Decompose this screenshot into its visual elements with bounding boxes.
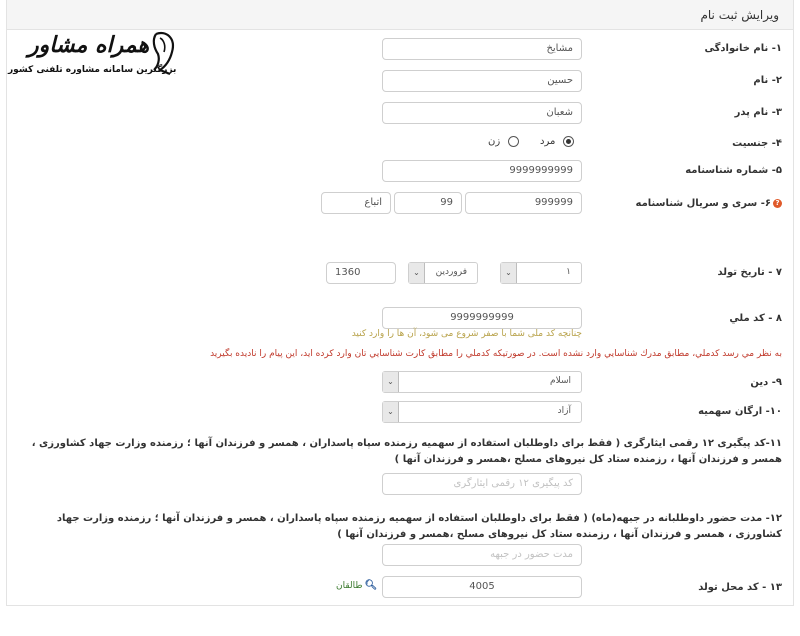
gender-male-option[interactable] (540, 136, 574, 147)
birthplace-code-input[interactable]: 4005 (382, 576, 582, 598)
birthplace-name[interactable]: طالقان (336, 580, 363, 591)
gender-male-radio[interactable] (563, 136, 574, 147)
chevron-down-icon[interactable]: ⌄ (501, 263, 517, 283)
father-name-label: ۳- نام پدر (734, 107, 782, 118)
tracking-code-input[interactable]: کد پیگیری ۱۲ رقمی ایثارگری (382, 473, 582, 495)
father-name-input[interactable]: شعبان (382, 102, 582, 124)
birth-day-select[interactable] (500, 262, 582, 284)
gender-female-radio[interactable] (508, 136, 519, 147)
national-code-warning: به نظر مي رسد كدملي، مطابق مدرك شناسايي وارد نشده است. در صورتيكه كدملي را مطابق كارت شناسايي تان وارد كرده ايد، اين پيام را ناديده بگيريد (210, 349, 782, 359)
id-number-input[interactable]: 9999999999 (382, 160, 582, 182)
front-duration-label: ۱۲- مدت حضور داوطلبانه در جبهه(ماه) ( فقط برای داوطلبان استفاده از سهمیه رزمنده سپاه پاسداران ، همسر و فرزندان آنها ؛ رزمنده وزارت جهاد کشاورزی ، همسر و فرزندان آنها ، رزمنده ستاد کل نیروهای مسلح ،همسر و فرزندان آنها ) (56, 513, 782, 540)
logo (8, 32, 183, 82)
birthplace-search-link[interactable] (336, 580, 377, 591)
national-code-label: ۸ - کد ملي (729, 313, 782, 324)
national-code-input[interactable]: 9999999999 (382, 307, 582, 329)
panel-header (7, 0, 793, 30)
gender-female-option[interactable] (488, 136, 519, 147)
birthplace-code-label: ۱۳ - کد محل تولد (698, 582, 782, 593)
gender-male-label: مرد (540, 136, 556, 147)
help-icon[interactable]: ? (773, 199, 782, 208)
birth-date-label: ۷ - تاریخ تولد (717, 267, 782, 278)
logo-tagline: بزرگترین سامانه مشاوره تلفنی کشور (8, 65, 177, 75)
gender-label: ۴- جنسیت (732, 138, 782, 149)
search-icon[interactable]: 🔍︎ (364, 580, 378, 591)
id-series-letter-input[interactable]: اتباع (321, 192, 391, 214)
id-serial-input[interactable]: 999999 (465, 192, 582, 214)
front-duration-input[interactable]: مدت حضور در جبهه (382, 544, 582, 566)
religion-value: اسلام (550, 376, 571, 386)
last-name-input[interactable]: مشایخ (382, 38, 582, 60)
chevron-down-icon[interactable]: ⌄ (383, 372, 399, 392)
chevron-down-icon[interactable]: ⌄ (409, 263, 425, 283)
id-series-number-input[interactable]: 99 (394, 192, 462, 214)
chevron-down-icon[interactable]: ⌄ (383, 402, 399, 422)
religion-label: ۹- دین (750, 377, 782, 388)
national-code-hint: چنانچه کد ملی شما با صفر شروع می شود، آن ها را وارد کنید (351, 329, 582, 339)
quota-org-value: آزاد (557, 406, 571, 416)
id-series-label: ?۶- سری و سریال شناسنامه (636, 198, 782, 209)
id-number-label: ۵- شماره شناسنامه (685, 165, 782, 176)
logo-title: همراه مشاور (28, 32, 150, 58)
birth-year-input[interactable]: 1360 (326, 262, 396, 284)
first-name-input[interactable]: حسین (382, 70, 582, 92)
last-name-label: ۱- نام خانوادگی (704, 43, 782, 54)
gender-female-label: زن (488, 136, 501, 147)
page-title: ویرایش ثبت نام (700, 8, 779, 22)
quota-org-label: ۱۰- ارگان سهمیه (698, 406, 782, 417)
religion-select[interactable] (382, 371, 582, 393)
birth-month-value: فروردین (435, 267, 467, 277)
birth-month-select[interactable] (408, 262, 478, 284)
first-name-label: ۲- نام (753, 75, 782, 86)
birth-day-value: ۱ (566, 267, 571, 277)
quota-org-select[interactable] (382, 401, 582, 423)
tracking-code-label: ۱۱-کد پیگیری ۱۲ رقمی ایثارگری ( فقط برای داوطلبان استفاده از سهمیه رزمنده سپاه پاسداران ، همسر و فرزندان آنها ؛ رزمنده وزارت جهاد کشاورزی ، همسر و فرزندان آنها ، رزمنده ستاد کل نیروهای مسلح ،همسر و فرزندان آنها ) (31, 438, 782, 465)
